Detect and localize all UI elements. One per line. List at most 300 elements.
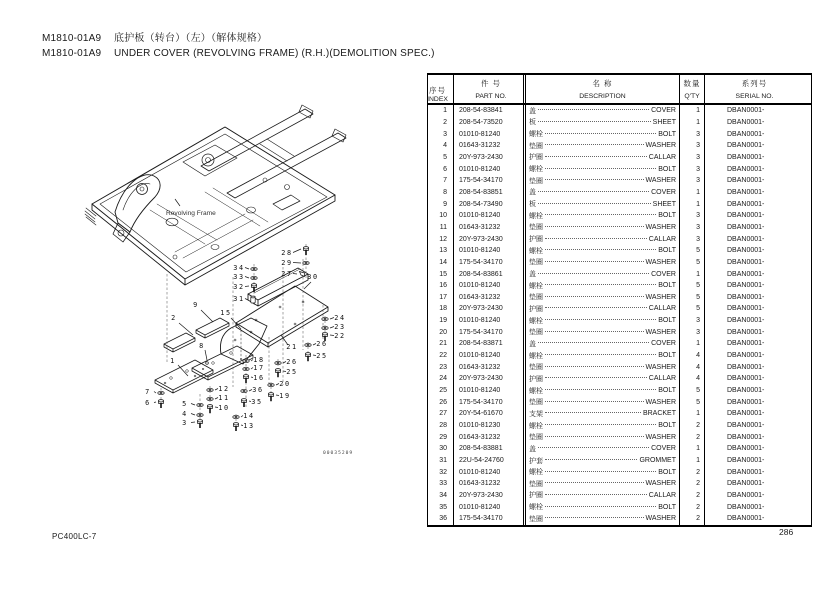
cell-index: 2 <box>428 117 454 129</box>
dotted-leader <box>545 261 644 262</box>
bolt-icon <box>307 356 309 361</box>
table-row <box>428 140 811 152</box>
callout-17: 17 <box>253 364 265 372</box>
cell-part-no: 208-54-83861 <box>454 268 526 280</box>
cell-serial: DBAN0001- <box>727 142 765 150</box>
cell-index: 15 <box>428 268 454 280</box>
callout-11: 11 <box>218 394 230 402</box>
cell-serial: DBAN0001- <box>727 480 765 488</box>
dotted-leader <box>545 389 656 390</box>
cell-part-no: 20Y-973-2430 <box>454 303 526 315</box>
cell-description: 螺栓 BOLT <box>526 350 680 362</box>
cell-part-no: 175-54-34170 <box>454 175 526 187</box>
cell-index: 23 <box>428 361 454 373</box>
table-row <box>428 408 811 420</box>
callout-18: 18 <box>253 356 265 364</box>
cell-index: 33 <box>428 478 454 490</box>
callout-9: 9 <box>193 301 199 309</box>
cell-part-no: 208-54-83871 <box>454 338 526 350</box>
callout-layer <box>145 199 346 432</box>
dotted-leader <box>545 331 644 332</box>
table-row <box>428 187 811 199</box>
dotted-leader <box>545 377 647 378</box>
cell-qty: 1 <box>680 268 705 280</box>
bolt-icon <box>209 408 211 413</box>
callout-29: 29 <box>281 259 293 267</box>
cell-description: 盖 COVER <box>526 338 680 350</box>
cell-serial: DBAN0001- <box>727 177 765 185</box>
cell-index: 8 <box>428 187 454 199</box>
callout-33: 33 <box>233 273 245 281</box>
cell-description: 护圈 CALLAR <box>526 490 680 502</box>
cell-index: 28 <box>428 420 454 432</box>
cell-qty: 4 <box>680 361 705 373</box>
cell-qty: 3 <box>680 152 705 164</box>
cell-part-no: 01643-31232 <box>454 361 526 373</box>
dotted-leader <box>545 459 637 460</box>
title-text-cn: 底护板（转台）（左）（解体规格） <box>114 33 268 44</box>
cell-serial: DBAN0001- <box>727 282 765 290</box>
cell-qty: 2 <box>680 490 705 502</box>
callout-13: 13 <box>243 422 255 430</box>
cell-description: 螺栓 BOLT <box>526 501 680 513</box>
table-row <box>428 385 811 397</box>
cell-qty: 1 <box>680 338 705 350</box>
cell-part-no: 01010-81240 <box>454 501 526 513</box>
cell-part-no: 20Y-973-2430 <box>454 233 526 245</box>
cell-part-no: 01010-81240 <box>454 350 526 362</box>
table-row <box>428 350 811 362</box>
cell-part-no: 20Y-973-2430 <box>454 373 526 385</box>
page-title-cn <box>42 31 435 46</box>
title-text-en: UNDER COVER (REVOLVING FRAME) (R.H.)(DEMOLITION SPEC.) <box>114 48 435 59</box>
dotted-leader <box>538 191 649 192</box>
callout-25: 25 <box>316 352 328 360</box>
cell-serial: DBAN0001- <box>727 107 765 115</box>
cell-index: 11 <box>428 222 454 234</box>
cell-part-no: 175-54-34170 <box>454 326 526 338</box>
cell-part-no: 01643-31232 <box>454 478 526 490</box>
callout-35: 35 <box>251 398 263 406</box>
cell-description: 垫圈 WASHER <box>526 175 680 187</box>
table-row <box>428 163 811 175</box>
cell-description: 螺栓 BOLT <box>526 128 680 140</box>
callout-5: 5 <box>182 400 188 408</box>
table-row <box>428 455 811 467</box>
cell-qty: 5 <box>680 396 705 408</box>
cell-serial: DBAN0001- <box>727 247 765 255</box>
dotted-leader <box>545 482 644 483</box>
cell-index: 21 <box>428 338 454 350</box>
cell-part-no: 01010-81240 <box>454 163 526 175</box>
cell-part-no: 01643-31232 <box>454 140 526 152</box>
cell-description: 盖 COVER <box>526 268 680 280</box>
callout-3: 3 <box>182 419 188 427</box>
cell-index: 19 <box>428 315 454 327</box>
table-row <box>428 268 811 280</box>
callout-26: 26 <box>316 340 328 348</box>
table-row <box>428 233 811 245</box>
dotted-leader <box>545 319 656 320</box>
cell-description: 支架 BRACKET <box>526 408 680 420</box>
cell-qty: 2 <box>680 431 705 443</box>
cell-description: 螺栓 BOLT <box>526 420 680 432</box>
dotted-leader <box>545 238 647 239</box>
dotted-leader <box>545 494 647 495</box>
cell-index: 9 <box>428 198 454 210</box>
cell-index: 34 <box>428 490 454 502</box>
cell-part-no: 01010-81240 <box>454 210 526 222</box>
table-row <box>428 431 811 443</box>
hole-icon <box>206 362 209 365</box>
cell-qty: 2 <box>680 420 705 432</box>
cell-qty: 3 <box>680 326 705 338</box>
cell-index: 4 <box>428 140 454 152</box>
bolt-icon <box>160 403 162 408</box>
callout-25: 25 <box>286 368 298 376</box>
cell-part-no: 22U-54-24760 <box>454 455 526 467</box>
cell-qty: 1 <box>680 187 705 199</box>
bolt-icon <box>305 250 307 255</box>
cell-description: 垫圈 WASHER <box>526 431 680 443</box>
bolt-icon <box>270 396 272 401</box>
dotted-leader <box>545 214 656 215</box>
cell-part-no: 20Y-54-61670 <box>454 408 526 420</box>
cell-qty: 1 <box>680 455 705 467</box>
cell-index: 27 <box>428 408 454 420</box>
dotted-leader <box>545 366 644 367</box>
cell-description: 护套 GROMMET <box>526 455 680 467</box>
page-title-en <box>42 46 435 61</box>
dotted-leader <box>545 156 647 157</box>
cell-index: 5 <box>428 152 454 164</box>
dotted-leader <box>545 307 647 308</box>
cell-part-no: 01010-81240 <box>454 280 526 292</box>
cell-description: 护圈 CALLAR <box>526 152 680 164</box>
cell-part-no: 01010-81240 <box>454 245 526 257</box>
cell-index: 14 <box>428 257 454 269</box>
cell-qty: 2 <box>680 501 705 513</box>
callout-1: 1 <box>170 357 176 365</box>
cell-qty: 3 <box>680 140 705 152</box>
parts-diagram <box>55 92 420 477</box>
cell-index: 18 <box>428 303 454 315</box>
cell-index: 26 <box>428 396 454 408</box>
callout-22: 22 <box>334 332 346 340</box>
dotted-leader <box>545 412 641 413</box>
cell-qty: 5 <box>680 280 705 292</box>
revolving-frame-drawing <box>85 105 346 285</box>
cell-description: 垫圈 WASHER <box>526 478 680 490</box>
dotted-leader <box>538 273 649 274</box>
cell-description: 螺栓 BOLT <box>526 385 680 397</box>
cell-description: 螺栓 BOLT <box>526 466 680 478</box>
cell-index: 24 <box>428 373 454 385</box>
cell-qty: 3 <box>680 222 705 234</box>
cell-part-no: 208-54-83881 <box>454 443 526 455</box>
cell-description: 板 SHEET <box>526 198 680 210</box>
header-description: 名 称 DESCRIPTION <box>526 75 680 103</box>
cell-part-no: 175-54-34170 <box>454 257 526 269</box>
header-serial: 系列号 SERIAL NO. <box>735 79 774 100</box>
cell-index: 22 <box>428 350 454 362</box>
cell-serial: DBAN0001- <box>727 200 765 208</box>
callout-4: 4 <box>182 410 188 418</box>
bolt-icon <box>243 402 245 407</box>
cell-serial: DBAN0001- <box>727 387 765 395</box>
dotted-leader <box>545 424 656 425</box>
cell-index: 12 <box>428 233 454 245</box>
table-row <box>428 478 811 490</box>
cell-serial: DBAN0001- <box>727 445 765 453</box>
cell-serial: DBAN0001- <box>727 457 765 465</box>
callout-26: 26 <box>286 358 298 366</box>
cell-serial: DBAN0001- <box>727 433 765 441</box>
table-row <box>428 280 811 292</box>
callout-28: 28 <box>281 249 293 257</box>
table-row <box>428 222 811 234</box>
cell-serial: DBAN0001- <box>727 398 765 406</box>
bolt-icon <box>253 287 255 292</box>
table-row <box>428 326 811 338</box>
cell-qty: 3 <box>680 128 705 140</box>
cell-description: 板 SHEET <box>526 117 680 129</box>
cell-qty: 3 <box>680 233 705 245</box>
cell-description: 垫圈 WASHER <box>526 361 680 373</box>
cell-part-no: 20Y-973-2430 <box>454 152 526 164</box>
table-row <box>428 420 811 432</box>
table-row <box>428 513 811 525</box>
callout-23: 23 <box>334 323 346 331</box>
dotted-leader <box>545 296 644 297</box>
cell-index: 16 <box>428 280 454 292</box>
cell-serial: DBAN0001- <box>727 340 765 348</box>
cell-qty: 5 <box>680 245 705 257</box>
callout-32: 32 <box>233 283 245 291</box>
cell-index: 25 <box>428 385 454 397</box>
dotted-leader <box>545 226 644 227</box>
diagram-label: Revolving Frame <box>166 210 216 217</box>
parts-table <box>427 73 812 527</box>
cell-qty: 1 <box>680 408 705 420</box>
table-row <box>428 466 811 478</box>
header-index: 序号 INDEX <box>428 75 454 103</box>
cell-serial: DBAN0001- <box>727 212 765 220</box>
figure-code: 00035209 <box>323 451 354 456</box>
cell-index: 10 <box>428 210 454 222</box>
cell-index: 35 <box>428 501 454 513</box>
table-row <box>428 210 811 222</box>
callout-19: 19 <box>279 392 291 400</box>
cell-serial: DBAN0001- <box>727 235 765 243</box>
cell-serial: DBAN0001- <box>727 422 765 430</box>
cell-serial: DBAN0001- <box>727 293 765 301</box>
cell-description: 螺栓 BOLT <box>526 315 680 327</box>
header-qty: 数量 Q'TY <box>680 75 705 103</box>
cell-description: 垫圈 WASHER <box>526 140 680 152</box>
cell-index: 36 <box>428 513 454 525</box>
cell-part-no: 20Y-973-2430 <box>454 490 526 502</box>
callout-16: 16 <box>253 374 265 382</box>
cell-part-no: 175-54-34170 <box>454 513 526 525</box>
table-row <box>428 361 811 373</box>
dotted-leader <box>545 354 656 355</box>
callout-12: 12 <box>218 385 230 393</box>
table-body <box>428 105 811 525</box>
bolt-icon <box>277 372 279 377</box>
cell-part-no: 01643-31232 <box>454 292 526 304</box>
cell-description: 盖 COVER <box>526 105 680 117</box>
cell-serial: DBAN0001- <box>727 375 765 383</box>
cell-qty: 3 <box>680 163 705 175</box>
cell-qty: 2 <box>680 466 705 478</box>
cell-index: 17 <box>428 292 454 304</box>
cell-serial: DBAN0001- <box>727 410 765 418</box>
cell-description: 垫圈 WASHER <box>526 396 680 408</box>
cell-serial: DBAN0001- <box>727 118 765 126</box>
callout-6: 6 <box>145 399 151 407</box>
header-part-no: 件 号 PART NO. <box>454 75 526 103</box>
callout-14: 14 <box>243 412 255 420</box>
callout-21: 21 <box>286 343 298 351</box>
dotted-leader <box>538 121 651 122</box>
cell-serial: DBAN0001- <box>727 188 765 196</box>
title-block <box>42 31 435 61</box>
cell-serial: DBAN0001- <box>727 515 765 523</box>
table-row <box>428 303 811 315</box>
cell-description: 护圈 CALLAR <box>526 303 680 315</box>
dotted-leader <box>545 517 644 518</box>
module-code-en: M1810-01A9 <box>42 48 102 59</box>
cell-part-no: 01643-31232 <box>454 222 526 234</box>
cell-qty: 5 <box>680 303 705 315</box>
cell-index: 1 <box>428 105 454 117</box>
table-row <box>428 396 811 408</box>
cell-description: 螺栓 BOLT <box>526 245 680 257</box>
cell-description: 护圈 CALLAR <box>526 373 680 385</box>
cell-serial: DBAN0001- <box>727 223 765 231</box>
cell-part-no: 01010-81240 <box>454 466 526 478</box>
cell-qty: 1 <box>680 198 705 210</box>
cell-serial: DBAN0001- <box>727 305 765 313</box>
cell-part-no: 01010-81240 <box>454 385 526 397</box>
dotted-leader <box>545 471 656 472</box>
table-row <box>428 245 811 257</box>
callout-10: 10 <box>218 404 230 412</box>
dotted-leader <box>545 133 656 134</box>
cell-qty: 3 <box>680 175 705 187</box>
cell-serial: DBAN0001- <box>727 503 765 511</box>
cell-qty: 4 <box>680 350 705 362</box>
bolt-icon <box>235 426 237 431</box>
model-code: PC400LC-7 <box>52 532 97 541</box>
cell-qty: 5 <box>680 292 705 304</box>
page-number: 286 <box>779 527 794 537</box>
cell-part-no: 01010-81240 <box>454 128 526 140</box>
cell-description: 盖 COVER <box>526 187 680 199</box>
callout-27: 27 <box>281 270 293 278</box>
cell-qty: 4 <box>680 373 705 385</box>
table-row <box>428 105 811 117</box>
dotted-leader <box>538 447 649 448</box>
cell-description: 螺栓 BOLT <box>526 210 680 222</box>
callout-7: 7 <box>145 388 151 396</box>
cell-index: 32 <box>428 466 454 478</box>
cell-index: 29 <box>428 431 454 443</box>
table-row <box>428 117 811 129</box>
cell-qty: 1 <box>680 117 705 129</box>
table-row <box>428 175 811 187</box>
table-row <box>428 292 811 304</box>
callout-31: 31 <box>233 295 245 303</box>
table-row <box>428 373 811 385</box>
cell-qty: 3 <box>680 210 705 222</box>
cell-qty: 1 <box>680 443 705 455</box>
cell-qty: 2 <box>680 478 705 490</box>
dotted-leader <box>545 144 644 145</box>
table-row <box>428 338 811 350</box>
cell-index: 20 <box>428 326 454 338</box>
cell-description: 螺栓 BOLT <box>526 280 680 292</box>
cell-index: 31 <box>428 455 454 467</box>
dotted-leader <box>538 109 649 110</box>
cell-description: 垫圈 WASHER <box>526 222 680 234</box>
cell-qty: 3 <box>680 315 705 327</box>
cell-part-no: 208-54-83851 <box>454 187 526 199</box>
dotted-leader <box>545 249 656 250</box>
cell-qty: 2 <box>680 513 705 525</box>
cell-serial: DBAN0001- <box>727 153 765 161</box>
table-row <box>428 257 811 269</box>
cell-part-no: 01643-31232 <box>454 431 526 443</box>
dotted-leader <box>545 506 656 507</box>
dotted-leader <box>545 179 644 180</box>
cell-serial: DBAN0001- <box>727 491 765 499</box>
cell-serial: DBAN0001- <box>727 363 765 371</box>
dotted-leader <box>545 436 644 437</box>
callout-8: 8 <box>199 342 205 350</box>
bolt-icon <box>245 378 247 383</box>
cell-description: 垫圈 WASHER <box>526 257 680 269</box>
cell-part-no: 01010-81230 <box>454 420 526 432</box>
cell-part-no: 175-54-34170 <box>454 396 526 408</box>
dotted-leader <box>538 203 651 204</box>
cell-description: 垫圈 WASHER <box>526 326 680 338</box>
dotted-leader <box>545 401 644 402</box>
cell-serial: DBAN0001- <box>727 165 765 173</box>
cell-description: 垫圈 WASHER <box>526 292 680 304</box>
callout-24: 24 <box>334 314 346 322</box>
dotted-leader <box>545 168 656 169</box>
cell-part-no: 208-54-73520 <box>454 117 526 129</box>
callout-15: 15 <box>220 309 232 317</box>
cell-description: 螺栓 BOLT <box>526 163 680 175</box>
cell-index: 7 <box>428 175 454 187</box>
callout-36: 36 <box>252 386 264 394</box>
cell-serial: DBAN0001- <box>727 468 765 476</box>
cell-qty: 5 <box>680 385 705 397</box>
cell-part-no: 01010-81240 <box>454 315 526 327</box>
cell-qty: 5 <box>680 257 705 269</box>
cell-serial: DBAN0001- <box>727 328 765 336</box>
cell-index: 30 <box>428 443 454 455</box>
table-row <box>428 501 811 513</box>
table-row <box>428 198 811 210</box>
cell-description: 垫圈 WASHER <box>526 513 680 525</box>
cell-serial: DBAN0001- <box>727 258 765 266</box>
table-row <box>428 490 811 502</box>
dotted-leader <box>545 284 656 285</box>
